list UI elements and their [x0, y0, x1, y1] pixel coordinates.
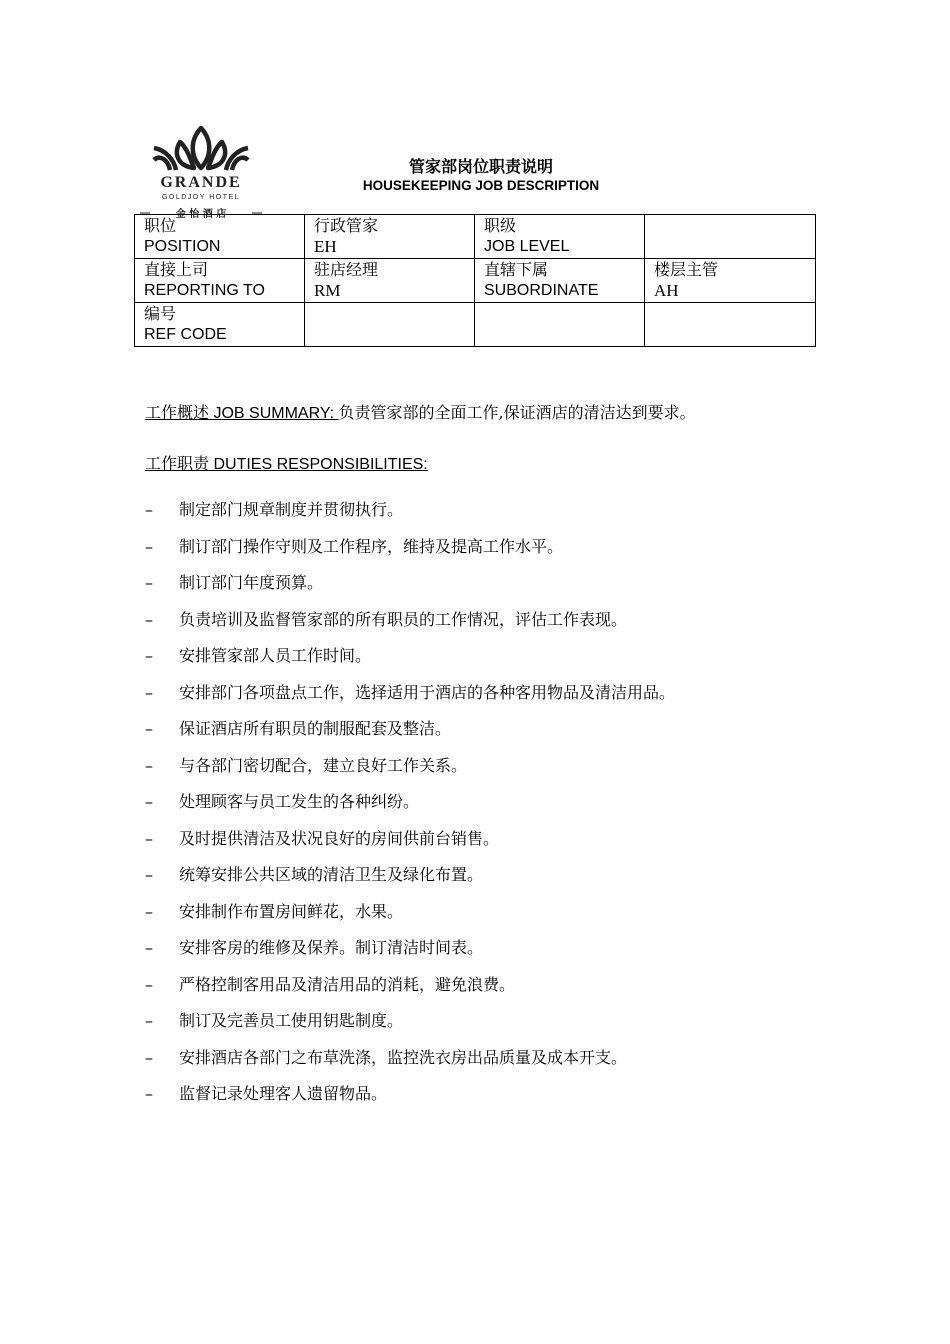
position-value-en: EH	[314, 237, 337, 256]
reporting-value-en: RM	[314, 281, 341, 300]
job-summary-label-en: JOB SUMMARY:	[209, 405, 339, 422]
subordinate-label-cell	[475, 259, 645, 303]
reporting-label-en: REPORTING TO	[144, 282, 265, 299]
reporting-value-cn: 驻店经理	[314, 260, 379, 279]
list-item	[145, 536, 845, 573]
dash-bullet: –	[145, 719, 153, 738]
list-item	[145, 1010, 845, 1047]
duties-heading	[145, 451, 428, 474]
list-item	[145, 1083, 845, 1120]
title-english: HOUSEKEEPING JOB DESCRIPTION	[362, 178, 600, 193]
reporting-label-cell	[135, 259, 305, 303]
title-chinese: 管家部岗位职责说明	[408, 157, 553, 176]
duties-label-cn: 工作职责	[145, 454, 210, 473]
position-label-cn: 职位	[144, 216, 177, 235]
dash-bullet: –	[145, 573, 153, 592]
dash-bullet: –	[145, 609, 153, 629]
empty-cell	[645, 303, 816, 347]
subordinate-value-cell	[645, 259, 816, 303]
dash-bullet: –	[145, 755, 153, 775]
job-info-table	[134, 214, 816, 347]
list-item	[145, 572, 845, 609]
duty-text: 制订部门操作守则及工作程序，维持及提高工作水平。	[179, 536, 564, 556]
list-item	[145, 828, 845, 865]
reporting-label-cn: 直接上司	[144, 260, 209, 279]
list-item	[145, 937, 845, 974]
duties-heading-text	[145, 456, 428, 473]
duty-text: 制订部门年度预算。	[179, 573, 324, 592]
duty-text: 处理顾客与员工发生的各种纠纷。	[179, 792, 420, 811]
ref-code-label-cn: 编号	[144, 304, 177, 323]
position-value-cell	[305, 215, 475, 259]
job-summary-heading	[145, 405, 339, 422]
job-summary-text: 负责管家部的全面工作,保证酒店的清洁达到要求。	[338, 403, 696, 422]
position-value-cn: 行政管家	[314, 216, 379, 235]
subordinate-label-en: SUBORDINATE	[484, 282, 599, 299]
subordinate-value-cn: 楼层主管	[654, 260, 719, 279]
job-summary	[145, 400, 696, 423]
job-level-label-cn: 职级	[484, 216, 517, 235]
list-item	[145, 974, 845, 1011]
dash-bullet: –	[145, 938, 153, 957]
position-label-en: POSITION	[144, 238, 221, 255]
dash-bullet: –	[145, 1084, 153, 1103]
document-title	[300, 157, 662, 195]
dash-bullet: –	[145, 974, 153, 994]
dash-bullet: –	[145, 682, 153, 702]
position-label-cell	[135, 215, 305, 259]
empty-cell	[475, 303, 645, 347]
list-item	[145, 864, 845, 901]
duty-text: 安排客房的维修及保养。制订清洁时间表。	[179, 938, 484, 957]
duty-text: 负责培训及监督管家部的所有职员的工作情况，评估工作表现。	[179, 609, 628, 629]
empty-cell	[305, 303, 475, 347]
duty-text: 安排管家部人员工作时间。	[179, 646, 372, 665]
logo-text: GRANDE	[160, 174, 242, 191]
dash-bullet: –	[145, 792, 153, 811]
ref-code-label-cell	[135, 303, 305, 347]
table-row	[135, 303, 816, 347]
list-item	[145, 901, 845, 938]
dash-bullet: –	[145, 828, 153, 848]
logo-subtitle: GOLDJOY HOTEL	[161, 194, 241, 201]
dash-bullet: –	[145, 865, 153, 884]
list-item	[145, 609, 845, 646]
list-item	[145, 499, 845, 536]
reporting-value-cell	[305, 259, 475, 303]
logo-chinese-name: 金 怡 酒 店	[175, 209, 227, 220]
duty-text: 监督记录处理客人遗留物品。	[179, 1084, 388, 1103]
hotel-logo	[140, 120, 262, 220]
job-level-label-cell	[475, 215, 645, 259]
duty-text: 与各部门密切配合，建立良好工作关系。	[179, 755, 468, 775]
table-row	[135, 215, 816, 259]
duties-list	[145, 499, 845, 1120]
duty-text: 保证酒店所有职员的制服配套及整洁。	[179, 719, 452, 738]
list-item	[145, 791, 845, 828]
duty-text: 统筹安排公共区域的清洁卫生及绿化布置。	[179, 865, 484, 884]
ref-code-label-en: REF CODE	[144, 326, 227, 343]
dash-bullet: –	[145, 536, 153, 556]
duty-text: 安排酒店各部门之布草洗涤，监控洗衣房出品质量及成本开支。	[179, 1047, 628, 1067]
duty-text: 安排部门各项盘点工作，选择适用于酒店的各种客用物品及清洁用品。	[179, 682, 676, 702]
dash-bullet: –	[145, 646, 153, 665]
job-level-label-en: JOB LEVEL	[484, 238, 570, 255]
duty-text: 制定部门规章制度并贯彻执行。	[179, 500, 404, 519]
subordinate-value-en: AH	[654, 281, 679, 300]
dash-bullet: –	[145, 901, 153, 921]
table-row	[135, 259, 816, 303]
dash-bullet: –	[145, 1047, 153, 1067]
duties-label-en: DUTIES RESPONSIBILITIES:	[209, 456, 428, 473]
job-summary-label-cn: 工作概述	[145, 403, 210, 422]
list-item	[145, 645, 845, 682]
duty-text: 安排制作布置房间鲜花，水果。	[179, 901, 404, 921]
duty-text: 制订及完善员工使用钥匙制度。	[179, 1011, 404, 1030]
list-item	[145, 718, 845, 755]
duty-text: 及时提供清洁及状况良好的房间供前台销售。	[179, 828, 500, 848]
duty-text: 严格控制客用品及清洁用品的消耗，避免浪费。	[179, 974, 516, 994]
list-item	[145, 755, 845, 792]
list-item	[145, 1047, 845, 1084]
dash-bullet: –	[145, 1011, 153, 1030]
dash-bullet: –	[145, 500, 153, 519]
job-level-value-cell	[645, 215, 816, 259]
list-item	[145, 682, 845, 719]
subordinate-label-cn: 直辖下属	[484, 260, 549, 279]
